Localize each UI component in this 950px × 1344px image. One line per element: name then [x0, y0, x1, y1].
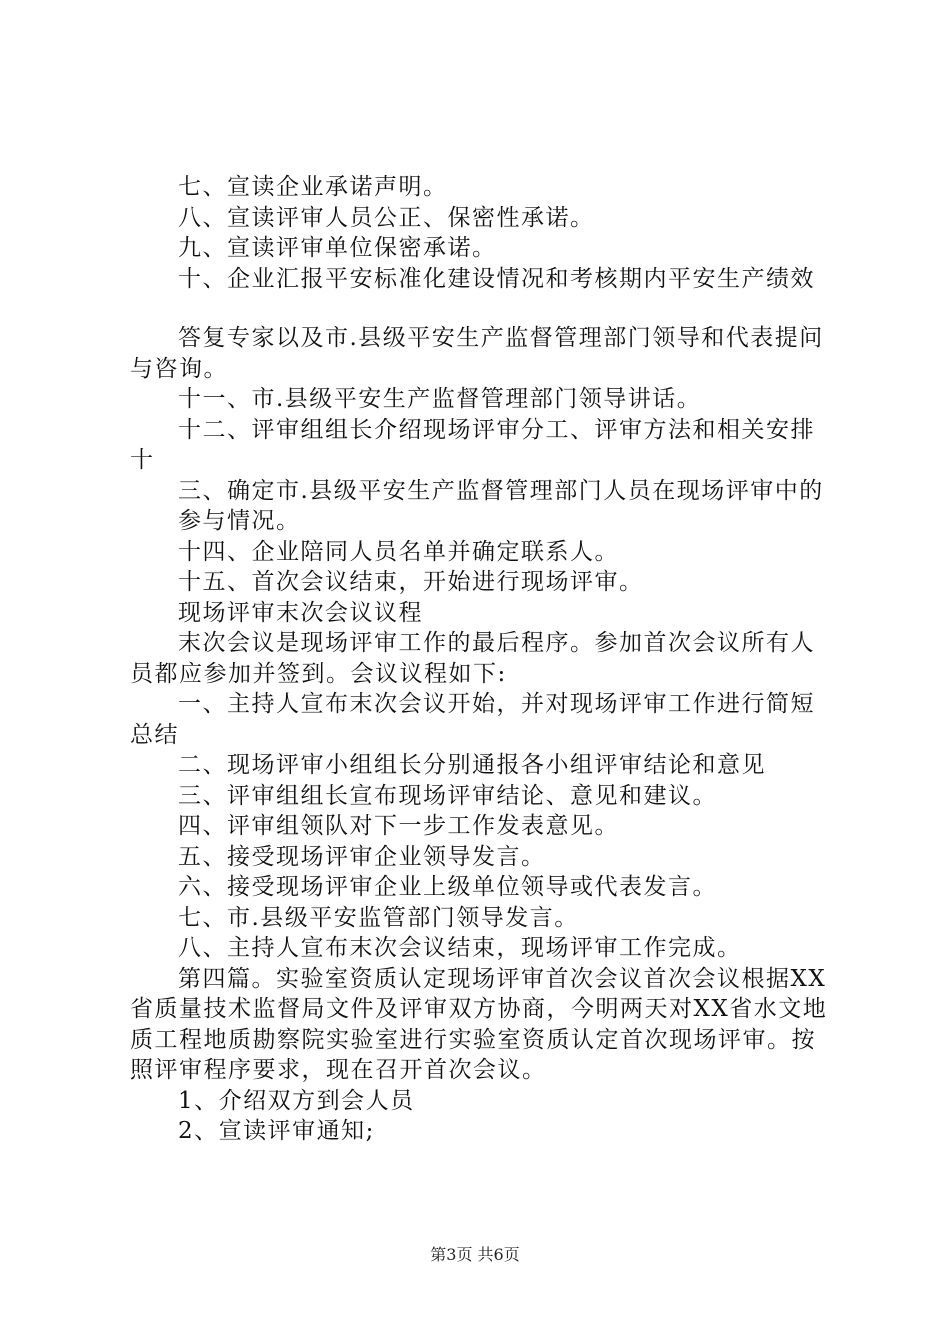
paragraph: 十二、评审组组长介绍现场评审分工、评审方法和相关安排十	[130, 416, 815, 473]
paragraph: 1、介绍双方到会人员	[178, 1087, 415, 1114]
paragraph: 二、现场评审小组组长分别通报各小组评审结论和意见	[178, 752, 766, 778]
paragraph: 七、宣读企业承诺声明。	[178, 174, 448, 200]
paragraph: 参与情况。	[178, 508, 301, 534]
paragraph: 六、接受现场评审企业上级单位领导或代表发言。	[178, 874, 717, 900]
section-heading: 现场评审末次会议议程	[178, 599, 423, 626]
paragraph: 三、评审组组长宣布现场评审结论、意见和建议。	[178, 782, 717, 809]
paragraph: 一、主持人宣布末次会议开始，并对现场评审工作进行简短总结	[130, 691, 815, 748]
paragraph: 2、宣读评审通知;	[178, 1118, 375, 1144]
paragraph: 十四、企业陪同人员名单并确定联系人。	[178, 538, 619, 565]
paragraph: 十一、市.县级平安生产监督管理部门领导讲话。	[178, 386, 702, 412]
paragraph: 八、主持人宣布末次会议结束，现场评审工作完成。	[178, 935, 742, 961]
paragraph: 十五、首次会议结束，开始进行现场评审。	[178, 569, 644, 595]
paragraph: 答复专家以及市.县级平安生产监督管理部门领导和代表提问与咨询。	[130, 325, 824, 382]
paragraph: 第四篇。实验室资质认定现场评审首次会议首次会议根据XX省质量技术监督局文件及评审双方协商，今明两天对XX省水文地质工程地质勘察院实验室进行实验室资质认定首次现场评审。按照评审程序要求，现在召开首次会议。	[130, 965, 828, 1083]
paragraph-gap	[130, 294, 835, 323]
paragraph: 九、宣读评审单位保密承诺。	[178, 235, 497, 261]
paragraph: 三、确定市.县级平安生产监督管理部门人员在现场评审中的	[178, 477, 824, 504]
paragraph: 十、企业汇报平安标准化建设情况和考核期内平安生产绩效	[178, 265, 815, 292]
paragraph: 末次会议是现场评审工作的最后程序。参加首次会议所有人员都应参加并签到。会议议程如下:	[130, 630, 815, 687]
document-body	[130, 172, 835, 1147]
page-number-footer: 第3页 共6页	[430, 1245, 520, 1264]
paragraph: 七、市.县级平安监管部门领导发言。	[178, 904, 579, 931]
paragraph: 五、接受现场评审企业领导发言。	[178, 843, 546, 870]
paragraph: 八、宣读评审人员公正、保密性承诺。	[178, 204, 595, 231]
paragraph: 四、评审组领队对下一步工作发表意见。	[178, 813, 619, 839]
